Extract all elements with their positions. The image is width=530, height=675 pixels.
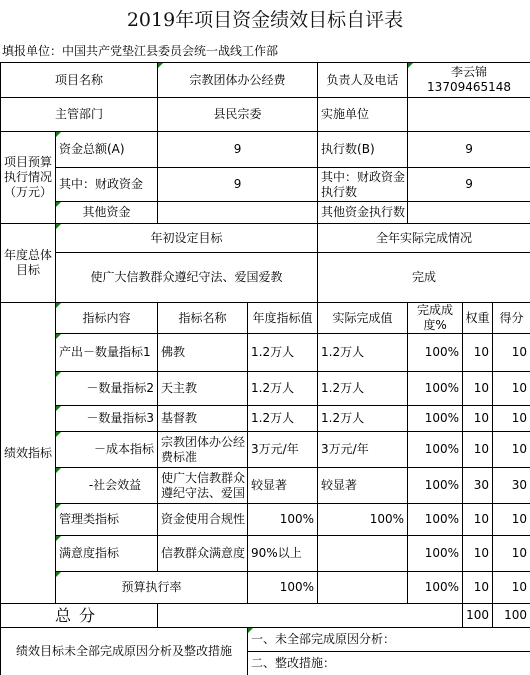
project-name-label: 项目名称 <box>1 63 158 98</box>
perf-budget-rate-score: 10 <box>493 572 530 604</box>
perf-satisfaction-annual: 90%以上 <box>248 536 318 572</box>
evaluation-table <box>0 62 530 675</box>
perf-row-weight: 10 <box>463 432 493 468</box>
impl-value <box>408 98 530 132</box>
perf-row-actual: 1.2万人 <box>318 406 408 432</box>
filler-unit <box>2 40 278 62</box>
budget-total-label: 资金总额(A) <box>56 132 158 168</box>
perf-row-annual: 较显著 <box>248 468 318 504</box>
perf-row-score: 30 <box>493 468 530 504</box>
perf-row-weight: 10 <box>463 406 493 432</box>
budget-exec-label: 执行数(B) <box>318 132 408 168</box>
perf-row-actual: 3万元/年 <box>318 432 408 468</box>
perf-row-content: －数量指标3 <box>56 406 158 432</box>
perf-budget-rate-rate: 100% <box>408 572 463 604</box>
annual-goal-label: 年度总体目标 <box>1 224 56 303</box>
perf-row-rate: 100% <box>408 406 463 432</box>
annual-initial-header: 年初设定目标 <box>56 224 318 253</box>
perf-header-annual: 年度指标值 <box>248 303 318 334</box>
perf-row-content: －数量指标2 <box>56 372 158 406</box>
perf-mgmt-content: 管理类指标 <box>56 504 158 536</box>
contact-phone: 13709465148 <box>427 80 512 94</box>
perf-satisfaction-name: 信教群众满意度 <box>158 536 248 572</box>
perf-row-weight: 10 <box>463 372 493 406</box>
perf-row-name: 佛教 <box>158 334 248 372</box>
perf-row-annual: 3万元/年 <box>248 432 318 468</box>
perf-row-score: 10 <box>493 406 530 432</box>
perf-row-name: 基督教 <box>158 406 248 432</box>
perf-row-actual: 较显著 <box>318 468 408 504</box>
perf-row-annual: 1.2万人 <box>248 406 318 432</box>
perf-budget-rate-annual: 100% <box>248 572 318 604</box>
perf-mgmt-name: 资金使用合规性 <box>158 504 248 536</box>
perf-row-name: 宗教团体办公经费标准 <box>158 432 248 468</box>
budget-finance-label: 其中：财政资金 <box>56 168 158 202</box>
perf-row-score: 10 <box>493 334 530 372</box>
perf-satisfaction-score: 10 <box>493 536 530 572</box>
impl-label: 实施单位 <box>318 98 408 132</box>
annual-actual-value: 完成 <box>318 253 530 303</box>
perf-row-content: -社会效益 <box>56 468 158 504</box>
perf-header-weight: 权重 <box>463 303 493 334</box>
project-name-value: 宗教团体办公经费 <box>158 63 318 98</box>
perf-row-actual: 1.2万人 <box>318 334 408 372</box>
remarks-analysis: 一、未全部完成原因分析： <box>248 628 530 652</box>
perf-mgmt-annual: 100% <box>248 504 318 536</box>
perf-header-score: 得分 <box>493 303 530 334</box>
contact-cell <box>408 63 530 98</box>
perf-budget-rate-actual <box>318 572 408 604</box>
budget-other-label: 其他资金 <box>56 202 158 224</box>
total-score: 100 <box>493 604 530 628</box>
annual-actual-header: 全年实际完成情况 <box>318 224 530 253</box>
perf-header-name: 指标名称 <box>158 303 248 334</box>
perf-row-name: 使广大信教群众遵纪守法、爱国 <box>158 468 248 504</box>
perf-row-name: 天主教 <box>158 372 248 406</box>
budget-finance-exec-value: 9 <box>408 168 530 202</box>
perf-satisfaction-rate: 100% <box>408 536 463 572</box>
dept-value: 县民宗委 <box>158 98 318 132</box>
page-title: 2019年项目资金绩效目标自评表 <box>126 9 404 31</box>
perf-row-weight: 30 <box>463 468 493 504</box>
budget-other-value <box>158 202 318 224</box>
perf-row-content: －成本指标 <box>56 432 158 468</box>
perf-row-score: 10 <box>493 372 530 406</box>
budget-finance-exec-label: 其中：财政资金执行数 <box>318 168 408 202</box>
perf-row-annual: 1.2万人 <box>248 334 318 372</box>
total-label: 总分 <box>1 604 158 628</box>
perf-mgmt-score: 10 <box>493 504 530 536</box>
perf-row-actual: 1.2万人 <box>318 372 408 406</box>
filler-value: 中国共产党垫江县委员会统一战线工作部 <box>62 44 279 58</box>
perf-row-rate: 100% <box>408 372 463 406</box>
perf-row-score: 10 <box>493 432 530 468</box>
budget-exec-value: 9 <box>408 132 530 168</box>
perf-mgmt-rate: 100% <box>408 504 463 536</box>
budget-finance-value: 9 <box>158 168 318 202</box>
perf-row-weight: 10 <box>463 334 493 372</box>
perf-header-rate: 完成成度% <box>408 303 463 334</box>
total-blank <box>158 604 463 628</box>
filler-label: 填报单位： <box>2 44 63 58</box>
perf-row-rate: 100% <box>408 468 463 504</box>
perf-row-rate: 100% <box>408 432 463 468</box>
budget-other-exec-value <box>408 202 530 224</box>
remarks-label: 绩效目标未全部完成原因分析及整改措施 <box>1 628 248 675</box>
budget-total-value: 9 <box>158 132 318 168</box>
perf-budget-rate-weight: 10 <box>463 572 493 604</box>
total-weight: 100 <box>463 604 493 628</box>
dept-label: 主管部门 <box>1 98 158 132</box>
remarks-measures: 二、整改措施： <box>248 652 530 675</box>
perf-satisfaction-weight: 10 <box>463 536 493 572</box>
perf-satisfaction-content: 满意度指标 <box>56 536 158 572</box>
budget-other-exec-label: 其他资金执行数 <box>318 202 408 224</box>
annual-initial-value: 使广大信教群众遵纪守法、爱国爱教 <box>56 253 318 303</box>
perf-header-content: 指标内容 <box>56 303 158 334</box>
perf-row-rate: 100% <box>408 334 463 372</box>
perf-budget-rate-label: 预算执行率 <box>56 572 248 604</box>
perf-header-actual: 实际完成值 <box>318 303 408 334</box>
performance-section-label: 绩效指标 <box>1 303 56 604</box>
perf-mgmt-actual: 100% <box>318 504 408 536</box>
perf-row-content: 产出－数量指标1 <box>56 334 158 372</box>
contact-label: 负责人及电话 <box>318 63 408 98</box>
perf-row-annual: 1.2万人 <box>248 372 318 406</box>
perf-mgmt-weight: 10 <box>463 504 493 536</box>
perf-satisfaction-actual <box>318 536 408 572</box>
budget-section-label: 项目预算执行情况（万元） <box>1 132 56 224</box>
contact-name: 李云锦 <box>451 65 488 79</box>
